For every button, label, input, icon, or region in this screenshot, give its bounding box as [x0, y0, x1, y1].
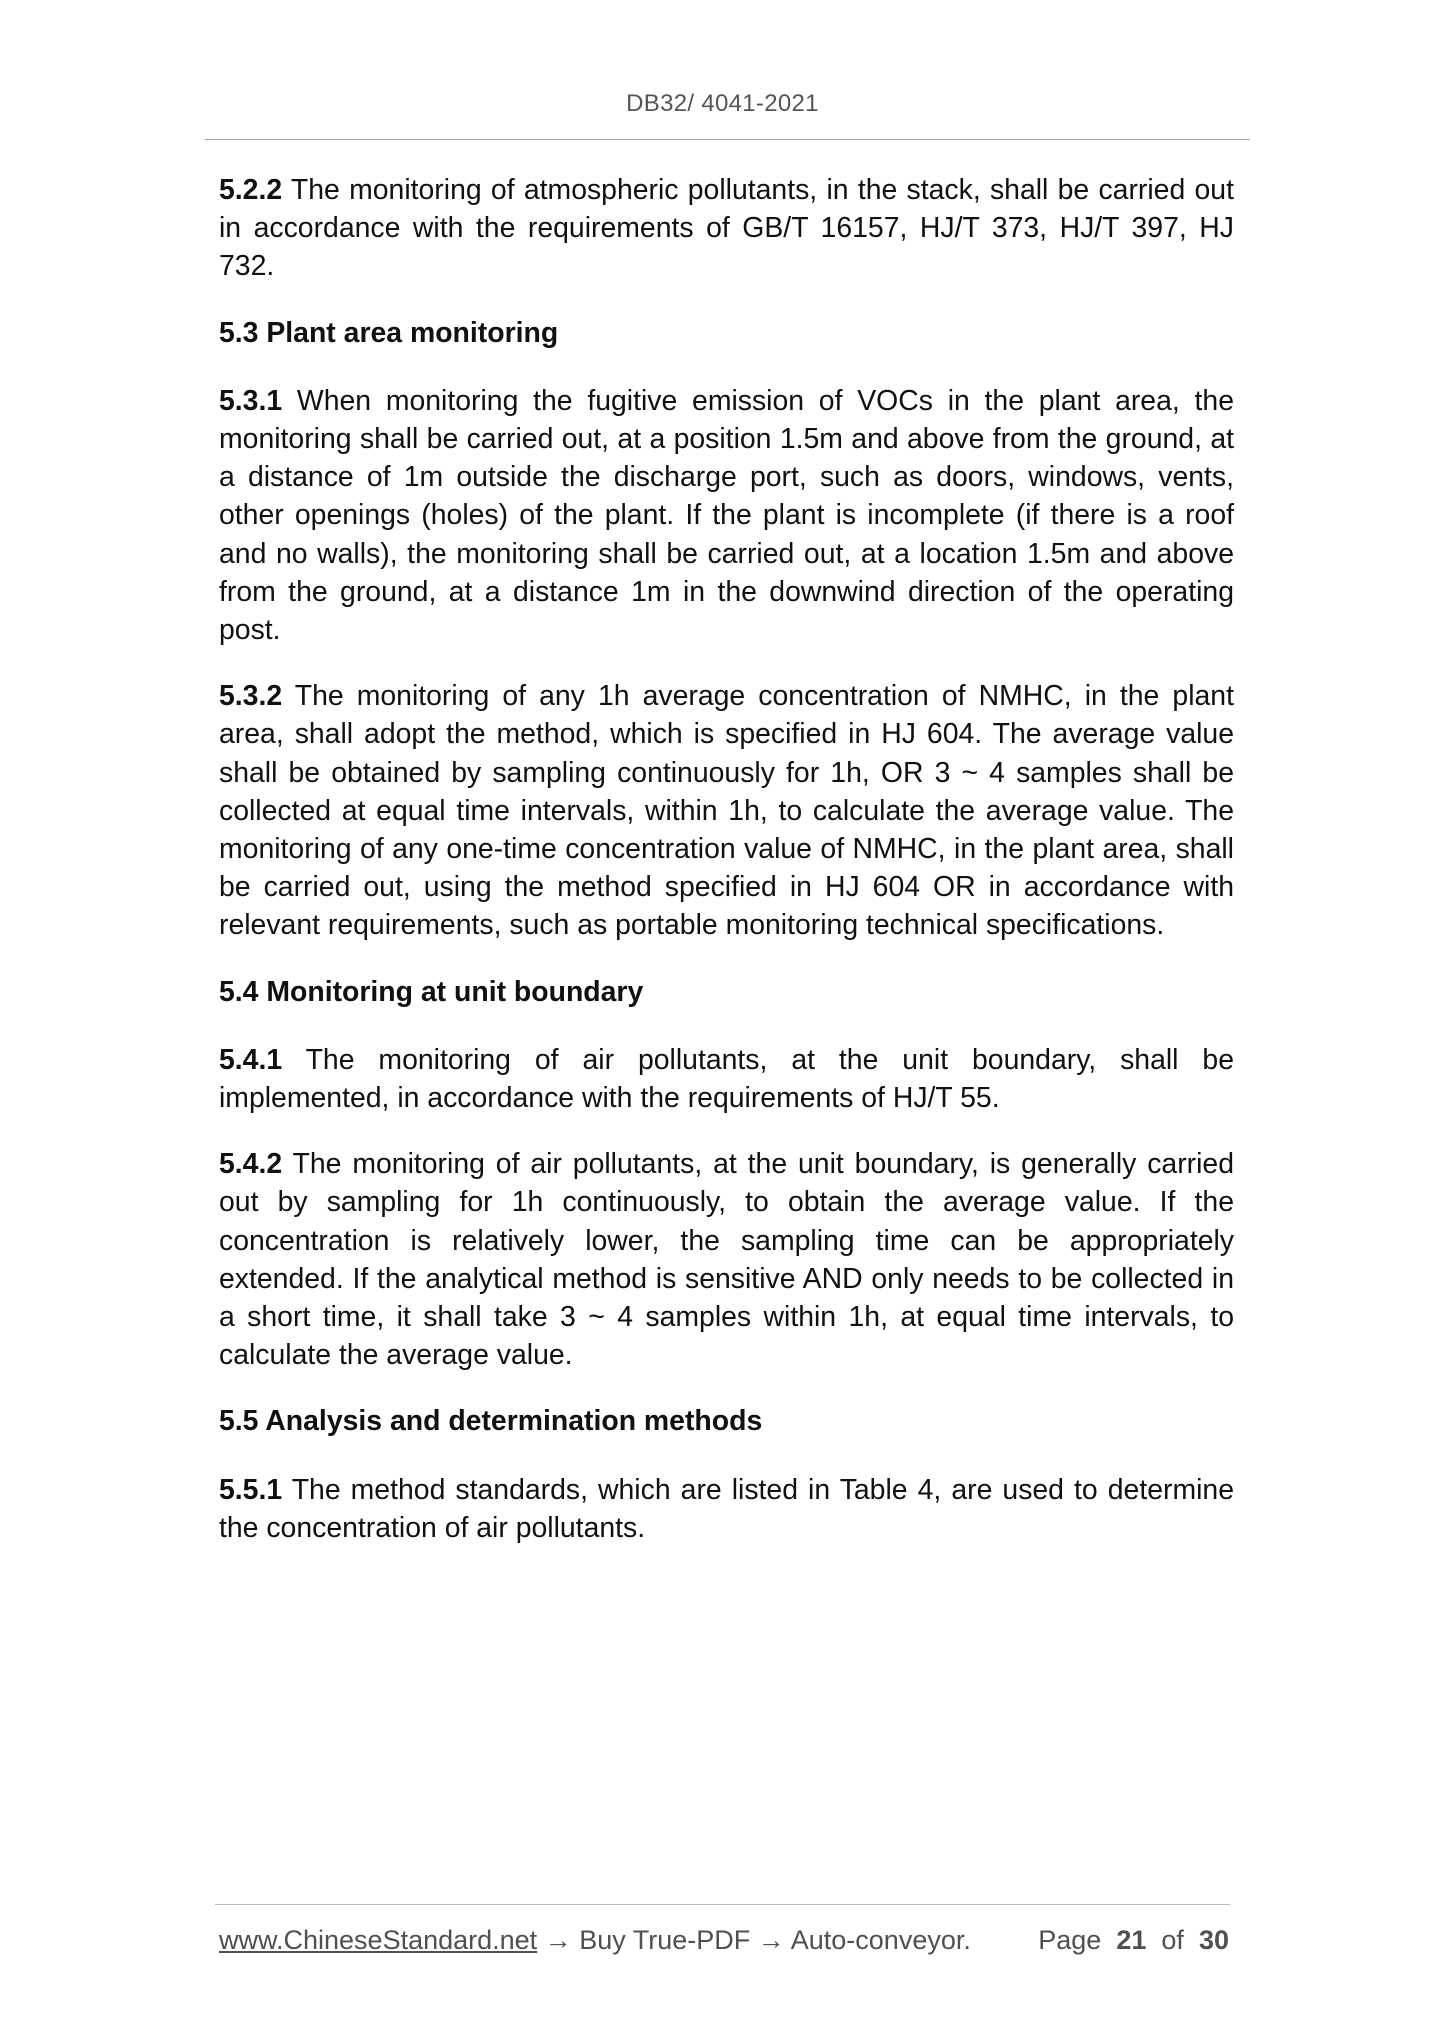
website-link[interactable]: www.ChineseStandard.net [219, 1925, 538, 1955]
clause-text: When monitoring the fugitive emission of VOCs in the plant area, the monitoring shall be carried out, at a position 1.5m and above from the ground, at a distance of 1m outside the discharge port, such as doors, windows, vents, other openings (holes) of the plant. If the plant is incomplete (if there is a roof and no walls), the monitoring shall be carried out, at a location 1.5m and above from the ground, at a distance 1m in the downwind direction of the operating post. [219, 384, 1234, 647]
clause-text: The monitoring of air pollutants, at the unit boundary, is generally carried out by sampling for 1h continuously, to obtain the average value. If the concentration is relatively lower, the sampling time can be appropriately extended. If the analytical method is sensitive AND only needs to be collected in a short time, it shall take 3 ~ 4 samples within 1h, at equal time intervals, to calculate the average value. [219, 1148, 1234, 1372]
clause-5-4-2 [219, 1145, 1234, 1374]
page-number [1038, 1925, 1229, 1956]
document-body [219, 171, 1234, 1575]
clause-number: 5.3.1 [219, 384, 283, 417]
footer-tagline: → Buy True-PDF → Auto-conveyor. [537, 1925, 971, 1955]
clause-number: 5.4.2 [219, 1148, 283, 1181]
footer-promo [219, 1925, 971, 1956]
clause-text: The monitoring of air pollutants, at the unit boundary, shall be implemented, in accordance with the requirements of HJ/T 55. [219, 1043, 1234, 1115]
clause-number: 5.4.1 [219, 1043, 283, 1076]
page-total: 30 [1198, 1925, 1229, 1955]
clause-5-3-1 [219, 382, 1234, 649]
clause-text: The method standards, which are listed in Table 4, are used to determine the concentration of air pollutants. [219, 1473, 1234, 1544]
clause-number: 5.5.1 [219, 1473, 283, 1506]
page-current: 21 [1116, 1925, 1147, 1955]
clause-number: 5.3.2 [219, 680, 283, 713]
clause-5-5-1 [219, 1471, 1234, 1547]
document-id-header: DB32/ 4041-2021 [626, 90, 819, 117]
footer-divider [215, 1904, 1230, 1905]
clause-number: 5.2.2 [219, 174, 283, 206]
clause-5-4-1 [219, 1041, 1234, 1117]
clause-5-2-2 [219, 171, 1234, 286]
clause-5-3-2 [219, 677, 1234, 944]
section-heading-5-3: 5.3 Plant area monitoring [219, 316, 559, 349]
header-divider [205, 139, 1250, 140]
page-label: Page [1038, 1925, 1102, 1955]
section-heading-5-5: 5.5 Analysis and determination methods [219, 1405, 763, 1438]
clause-text: The monitoring of any 1h average concentration of NMHC, in the plant area, shall adopt the method, which is specified in HJ 604. The average value shall be obtained by sampling continuously for 1h, OR 3 ~ 4 samples shall be collected at equal time intervals, within 1h, to calculate the average value. The monitoring of any one-time concentration value of NMHC, in the plant area, shall be carried out, using the method specified in HJ 604 OR in accordance with relevant requirements, such as portable monitoring technical specifications. [219, 680, 1234, 942]
section-heading-5-4: 5.4 Monitoring at unit boundary [219, 975, 644, 1008]
clause-text: The monitoring of atmospheric pollutants, in the stack, shall be carried out in accordance with the requirements of GB/T 16157, HJ/T 373, HJ/T 397, HJ 732. [219, 174, 1234, 283]
page-of-label: of [1161, 1925, 1184, 1955]
